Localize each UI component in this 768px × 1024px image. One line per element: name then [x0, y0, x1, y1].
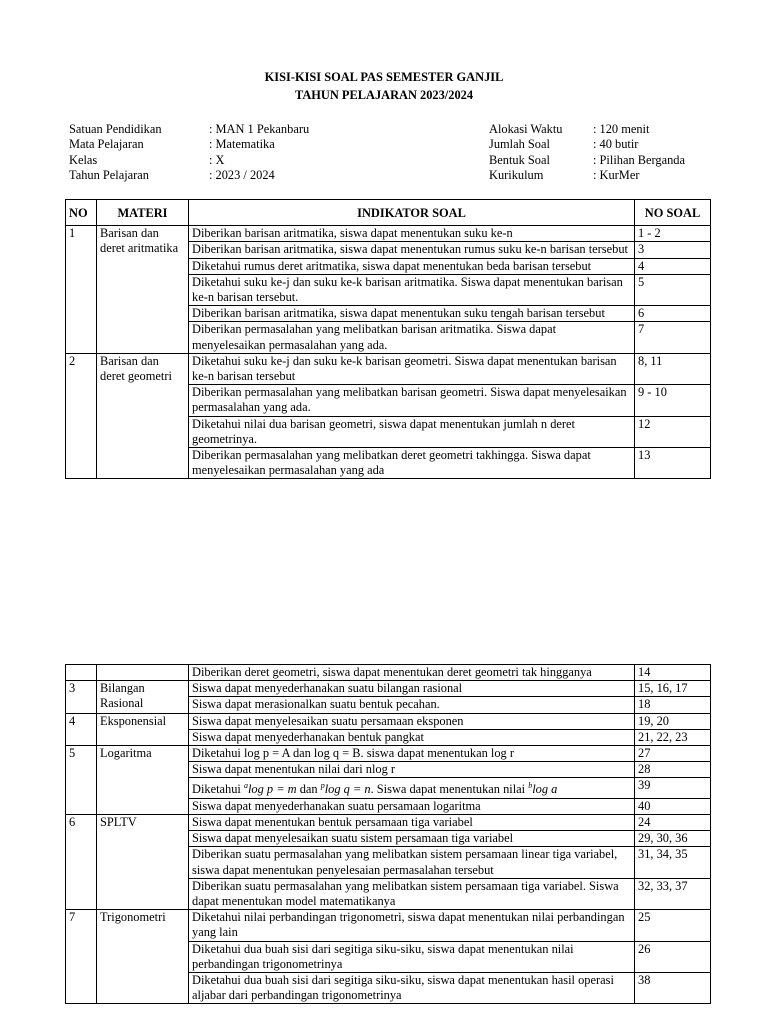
cell-no: 5 [66, 746, 97, 815]
info-left-labels [69, 122, 162, 183]
cell-no: 2 [66, 353, 97, 479]
cell-no-soal: 18 [635, 697, 711, 713]
cell-materi: SPLTV [97, 814, 189, 909]
cell-materi: Barisan dan deret aritmatika [97, 226, 189, 354]
info-value: : MAN 1 Pekanbaru [209, 122, 310, 136]
cell-indikator: Diberikan deret geometri, siswa dapat menentukan deret geometri tak hingganya [189, 665, 635, 681]
info-value: : KurMer [593, 167, 640, 182]
info-label: Alokasi Waktu [489, 122, 563, 136]
cell-indikator: Diketahui log p = A dan log q = B. siswa dapat menentukan log r [189, 746, 635, 762]
cell-indikator: Siswa dapat menentukan bentuk persamaan tiga variabel [189, 814, 635, 830]
cell-no-soal: 7 [635, 322, 711, 353]
cell-no-soal: 3 [635, 242, 711, 258]
formula-base: p [320, 781, 325, 791]
document-title: KISI-KISI SOAL PAS SEMESTER GANJIL [264, 70, 504, 84]
cell-no: 1 [66, 226, 97, 354]
cell-materi [97, 665, 189, 681]
info-left-values [209, 122, 309, 183]
cell-no-soal: 26 [635, 941, 711, 972]
cell-materi: Trigonometri [97, 910, 189, 1004]
cell-indikator: Diberikan barisan aritmatika, siswa dapat menentukan suku ke-n [189, 226, 635, 242]
kisi-kisi-table-page2 [65, 664, 711, 1004]
info-label: Mata Pelajaran [69, 137, 144, 152]
cell-no-soal: 5 [635, 274, 711, 305]
cell-indikator: Diberikan suatu permasalahan yang melibatkan sistem persamaan linear tiga variabel, siswa dapat menentukan penyelesaian permasalahan tersebut [189, 847, 635, 878]
table-row [66, 746, 711, 762]
header-materi: MATERI [97, 200, 189, 226]
cell-materi: Barisan dan deret geometri [97, 353, 189, 479]
formula-math: log p = m [247, 782, 297, 797]
cell-no-soal: 6 [635, 306, 711, 322]
cell-no-soal: 38 [635, 972, 711, 1003]
info-label: Satuan Pendidikan [69, 122, 162, 136]
cell-no-soal: 9 - 10 [635, 385, 711, 416]
cell-indikator: Diketahui rumus deret aritmatika, siswa dapat menentukan beda barisan tersebut [189, 258, 635, 274]
cell-materi: Logaritma [97, 746, 189, 815]
cell-indikator: Diketahui dua buah sisi dari segitiga siku-siku, siswa dapat menentukan hasil operasi aljabar dari perbandingan trigonometrinya [189, 972, 635, 1003]
formula-text: . Siswa dapat menentukan nilai [370, 782, 529, 797]
table-header-row [66, 200, 711, 226]
formula-text: dan [296, 782, 321, 797]
table-row [66, 814, 711, 830]
cell-indikator: Siswa dapat menyelesaikan suatu sistem persamaan tiga variabel [189, 831, 635, 847]
cell-no-soal: 8, 11 [635, 353, 711, 384]
cell-no-soal: 19, 20 [635, 713, 711, 729]
formula-base: b [528, 781, 533, 791]
table-row [66, 713, 711, 729]
info-label: Jumlah Soal [489, 137, 550, 152]
cell-no-soal: 21, 22, 23 [635, 729, 711, 745]
cell-indikator: Diketahui nilai perbandingan trigonometri, siswa dapat menentukan nilai perbandingan yang lain [189, 910, 635, 941]
cell-no: 4 [66, 713, 97, 745]
table-row [66, 910, 711, 941]
table-row [66, 353, 711, 384]
table-row [66, 226, 711, 242]
cell-no-soal: 32, 33, 37 [635, 878, 711, 909]
info-value: : Pilihan Berganda [593, 152, 685, 167]
table-row [66, 681, 711, 697]
formula-base: a [243, 781, 248, 791]
formula-text: Diketahui [192, 782, 244, 797]
formula-math: log a [532, 782, 558, 797]
info-value: : X [209, 152, 225, 167]
info-right-values [593, 122, 685, 183]
header-no: NO [66, 200, 97, 226]
cell-no-soal: 39 [635, 778, 711, 798]
cell-indikator: Siswa dapat merasionalkan suatu bentuk pecahan. [189, 697, 635, 713]
cell-indikator: Diberikan permasalahan yang melibatkan barisan geometri. Siswa dapat menyelesaikan permasalahan yang ada. [189, 385, 635, 416]
cell-no-soal: 14 [635, 665, 711, 681]
cell-indikator: Siswa dapat menyelesaikan suatu persamaan eksponen [189, 713, 635, 729]
cell-no-soal: 1 - 2 [635, 226, 711, 242]
info-label: Bentuk Soal [489, 152, 550, 167]
cell-no-soal: 40 [635, 798, 711, 814]
cell-indikator: Siswa dapat menyederhanakan bentuk pangkat [189, 729, 635, 745]
info-label: Kelas [69, 152, 98, 167]
cell-materi: Bilangan Rasional [97, 681, 189, 713]
cell-indikator: Siswa dapat menyederhanakan suatu persamaan logaritma [189, 798, 635, 814]
info-value: : 2023 / 2024 [209, 167, 275, 182]
document-subtitle: TAHUN PELAJARAN 2023/2024 [294, 88, 474, 102]
cell-indikator: Diketahui dua buah sisi dari segitiga siku-siku, siswa dapat menentukan nilai perbandingan trigonometrinya [189, 941, 635, 972]
cell-indikator: Diketahui suku ke-j dan suku ke-k barisan aritmatika. Siswa dapat menentukan barisan ke-n barisan tersebut. [189, 274, 635, 305]
cell-no-soal: 27 [635, 746, 711, 762]
cell-materi: Eksponensial [97, 713, 189, 745]
cell-indikator: Diberikan permasalahan yang melibatkan barisan aritmatika. Siswa dapat menyelesaikan permasalahan yang ada. [189, 322, 635, 353]
header-no-soal: NO SOAL [635, 200, 711, 226]
cell-indikator: Diberikan barisan aritmatika, siswa dapat menentukan rumus suku ke-n barisan tersebut [189, 242, 635, 258]
cell-indikator: Diberikan permasalahan yang melibatkan deret geometri takhingga. Siswa dapat menyelesaikan permasalahan yang ada [189, 448, 635, 479]
info-label: Tahun Pelajaran [69, 167, 149, 182]
cell-no-soal: 12 [635, 416, 711, 447]
cell-indikator-formula [189, 778, 635, 798]
cell-no: 3 [66, 681, 97, 713]
cell-no [66, 665, 97, 681]
cell-no-soal: 25 [635, 910, 711, 941]
formula-math: log q = n [324, 782, 371, 797]
cell-no-soal: 15, 16, 17 [635, 681, 711, 697]
cell-no: 7 [66, 910, 97, 1004]
table-row [66, 665, 711, 681]
cell-no-soal: 4 [635, 258, 711, 274]
cell-no-soal: 28 [635, 762, 711, 778]
cell-no-soal: 13 [635, 448, 711, 479]
cell-indikator: Diketahui suku ke-j dan suku ke-k barisan geometri. Siswa dapat menentukan barisan ke-n barisan tersebut [189, 353, 635, 384]
cell-no-soal: 24 [635, 814, 711, 830]
info-value: : 40 butir [593, 137, 639, 152]
header-indikator: INDIKATOR SOAL [189, 200, 635, 226]
cell-indikator: Siswa dapat menyederhanakan suatu bilangan rasional [189, 681, 635, 697]
info-label: Kurikulum [489, 167, 544, 182]
cell-no: 6 [66, 814, 97, 909]
cell-no-soal: 29, 30, 36 [635, 831, 711, 847]
info-value: : Matematika [209, 137, 275, 152]
cell-indikator: Siswa dapat menentukan nilai dari nlog r [189, 762, 635, 778]
cell-indikator: Diberikan suatu permasalahan yang melibatkan sistem persamaan tiga variabel. Siswa dapat menentukan model matematikanya [189, 878, 635, 909]
info-value: : 120 menit [593, 122, 650, 136]
info-right-labels [489, 122, 562, 183]
cell-indikator: Diketahui nilai dua barisan geometri, siswa dapat menentukan jumlah n deret geometrinya. [189, 416, 635, 447]
cell-indikator: Diberikan barisan aritmatika, siswa dapat menentukan suku tengah barisan tersebut [189, 306, 635, 322]
kisi-kisi-table-page1 [65, 199, 711, 479]
cell-no-soal: 31, 34, 35 [635, 847, 711, 878]
